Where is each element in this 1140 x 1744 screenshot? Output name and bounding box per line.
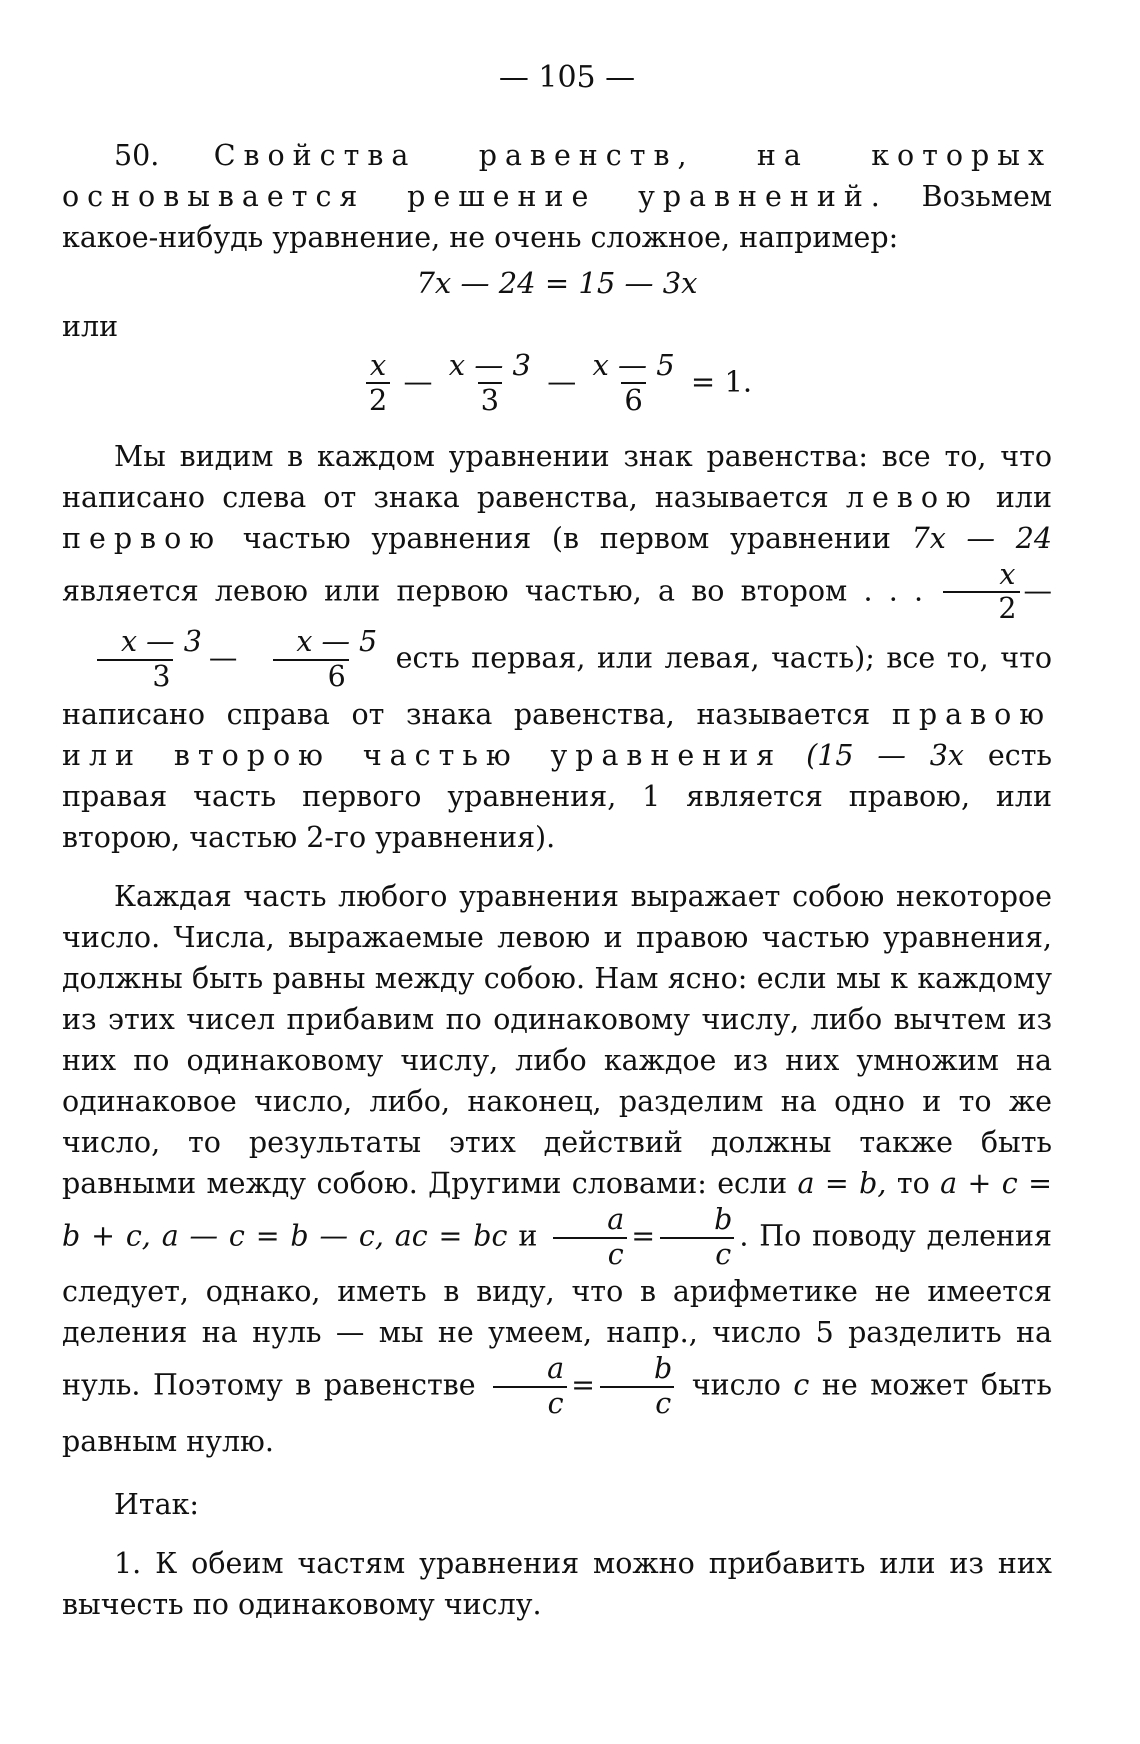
rule-1: 1. К обеим частям уравнения можно прибавить или из них вычесть по одинаковому числу.	[62, 1546, 1052, 1621]
or-label: или	[62, 310, 119, 343]
equation-2: $\frac{x}{2}$ — $\frac{x — 3}{3}$ — $\frac{x — 5}{6}$ = 1.	[62, 349, 1052, 418]
section-number: 50.	[114, 139, 160, 172]
fraction-x-5-over-6: $\frac{x — 5}{6}$	[592, 348, 675, 418]
paragraph-equality-properties: Каждая часть любого уравнения выражает собою некоторое число. Числа, выражаемые левою и правою частью уравнения, должны быть равны между собою. Нам ясно: если мы к каждому из этих чисел прибавим по одинаковому числу, либо вычтем из них по одинаковому числу, либо каждое из них умножим на одинаковое число, либо, наконец, разделим на одно и то же число, то результаты этих действий должны также быть равными между собою. Другими словами: если a = b, то a + c = b + c, a — c = b — c, ac = bc и $\frac{a}{c}$ = $\frac{b}{c}$ . По поводу деления следует, однако, иметь в виду, что в арифметике не имеется деления на нуль — мы не умеем, напр., число 5 разделить на нуль. Поэтому в равенстве $\frac{a}{c}$ = $\frac{b}{c}$ число c не может быть равным нулю.	[62, 879, 1053, 1458]
section-50-heading	[62, 135, 1052, 258]
fraction-x-3-over-3: $\frac{x — 3}{3}$	[448, 348, 532, 418]
section-intro: Возьмем какое-нибудь уравнение, не очень сложное, например:	[62, 180, 1052, 254]
section-title: Свойства равенств, на которых основывается решение уравнений.	[62, 139, 1052, 213]
page	[62, 60, 1052, 1625]
fraction-a-over-c: $\frac{a}{c}$	[552, 1204, 627, 1272]
equation-1	[62, 266, 1052, 300]
page-number: — 105 —	[498, 60, 636, 95]
equation-1-text: 7x — 24 = 15 — 3x	[416, 266, 698, 300]
paragraph-equation-parts: Мы видим в каждом уравнении знак равенства: все то, что написано слева от знака равенства, называется левою или первою частью уравнения (в первом уравнении 7x — 24 является левою или первою частью, а во втором . . . $\frac{x}{2}$ — $\frac{x — 3}{3}$ — $\frac{x — 5}{6}$ есть первая, или левая, часть); все то, что написано справа от знака равенства, называется правою или второю частью уравнения (15 — 3x есть правая часть первого уравнения, 1 является правою, или второю, частью 2-го уравнения).	[62, 439, 1053, 854]
itak-label: Итак:	[114, 1487, 200, 1521]
fraction-x-over-2: $\frac{x}{2}$	[366, 349, 390, 418]
fraction-b-over-c: $\frac{b}{c}$	[659, 1204, 735, 1272]
